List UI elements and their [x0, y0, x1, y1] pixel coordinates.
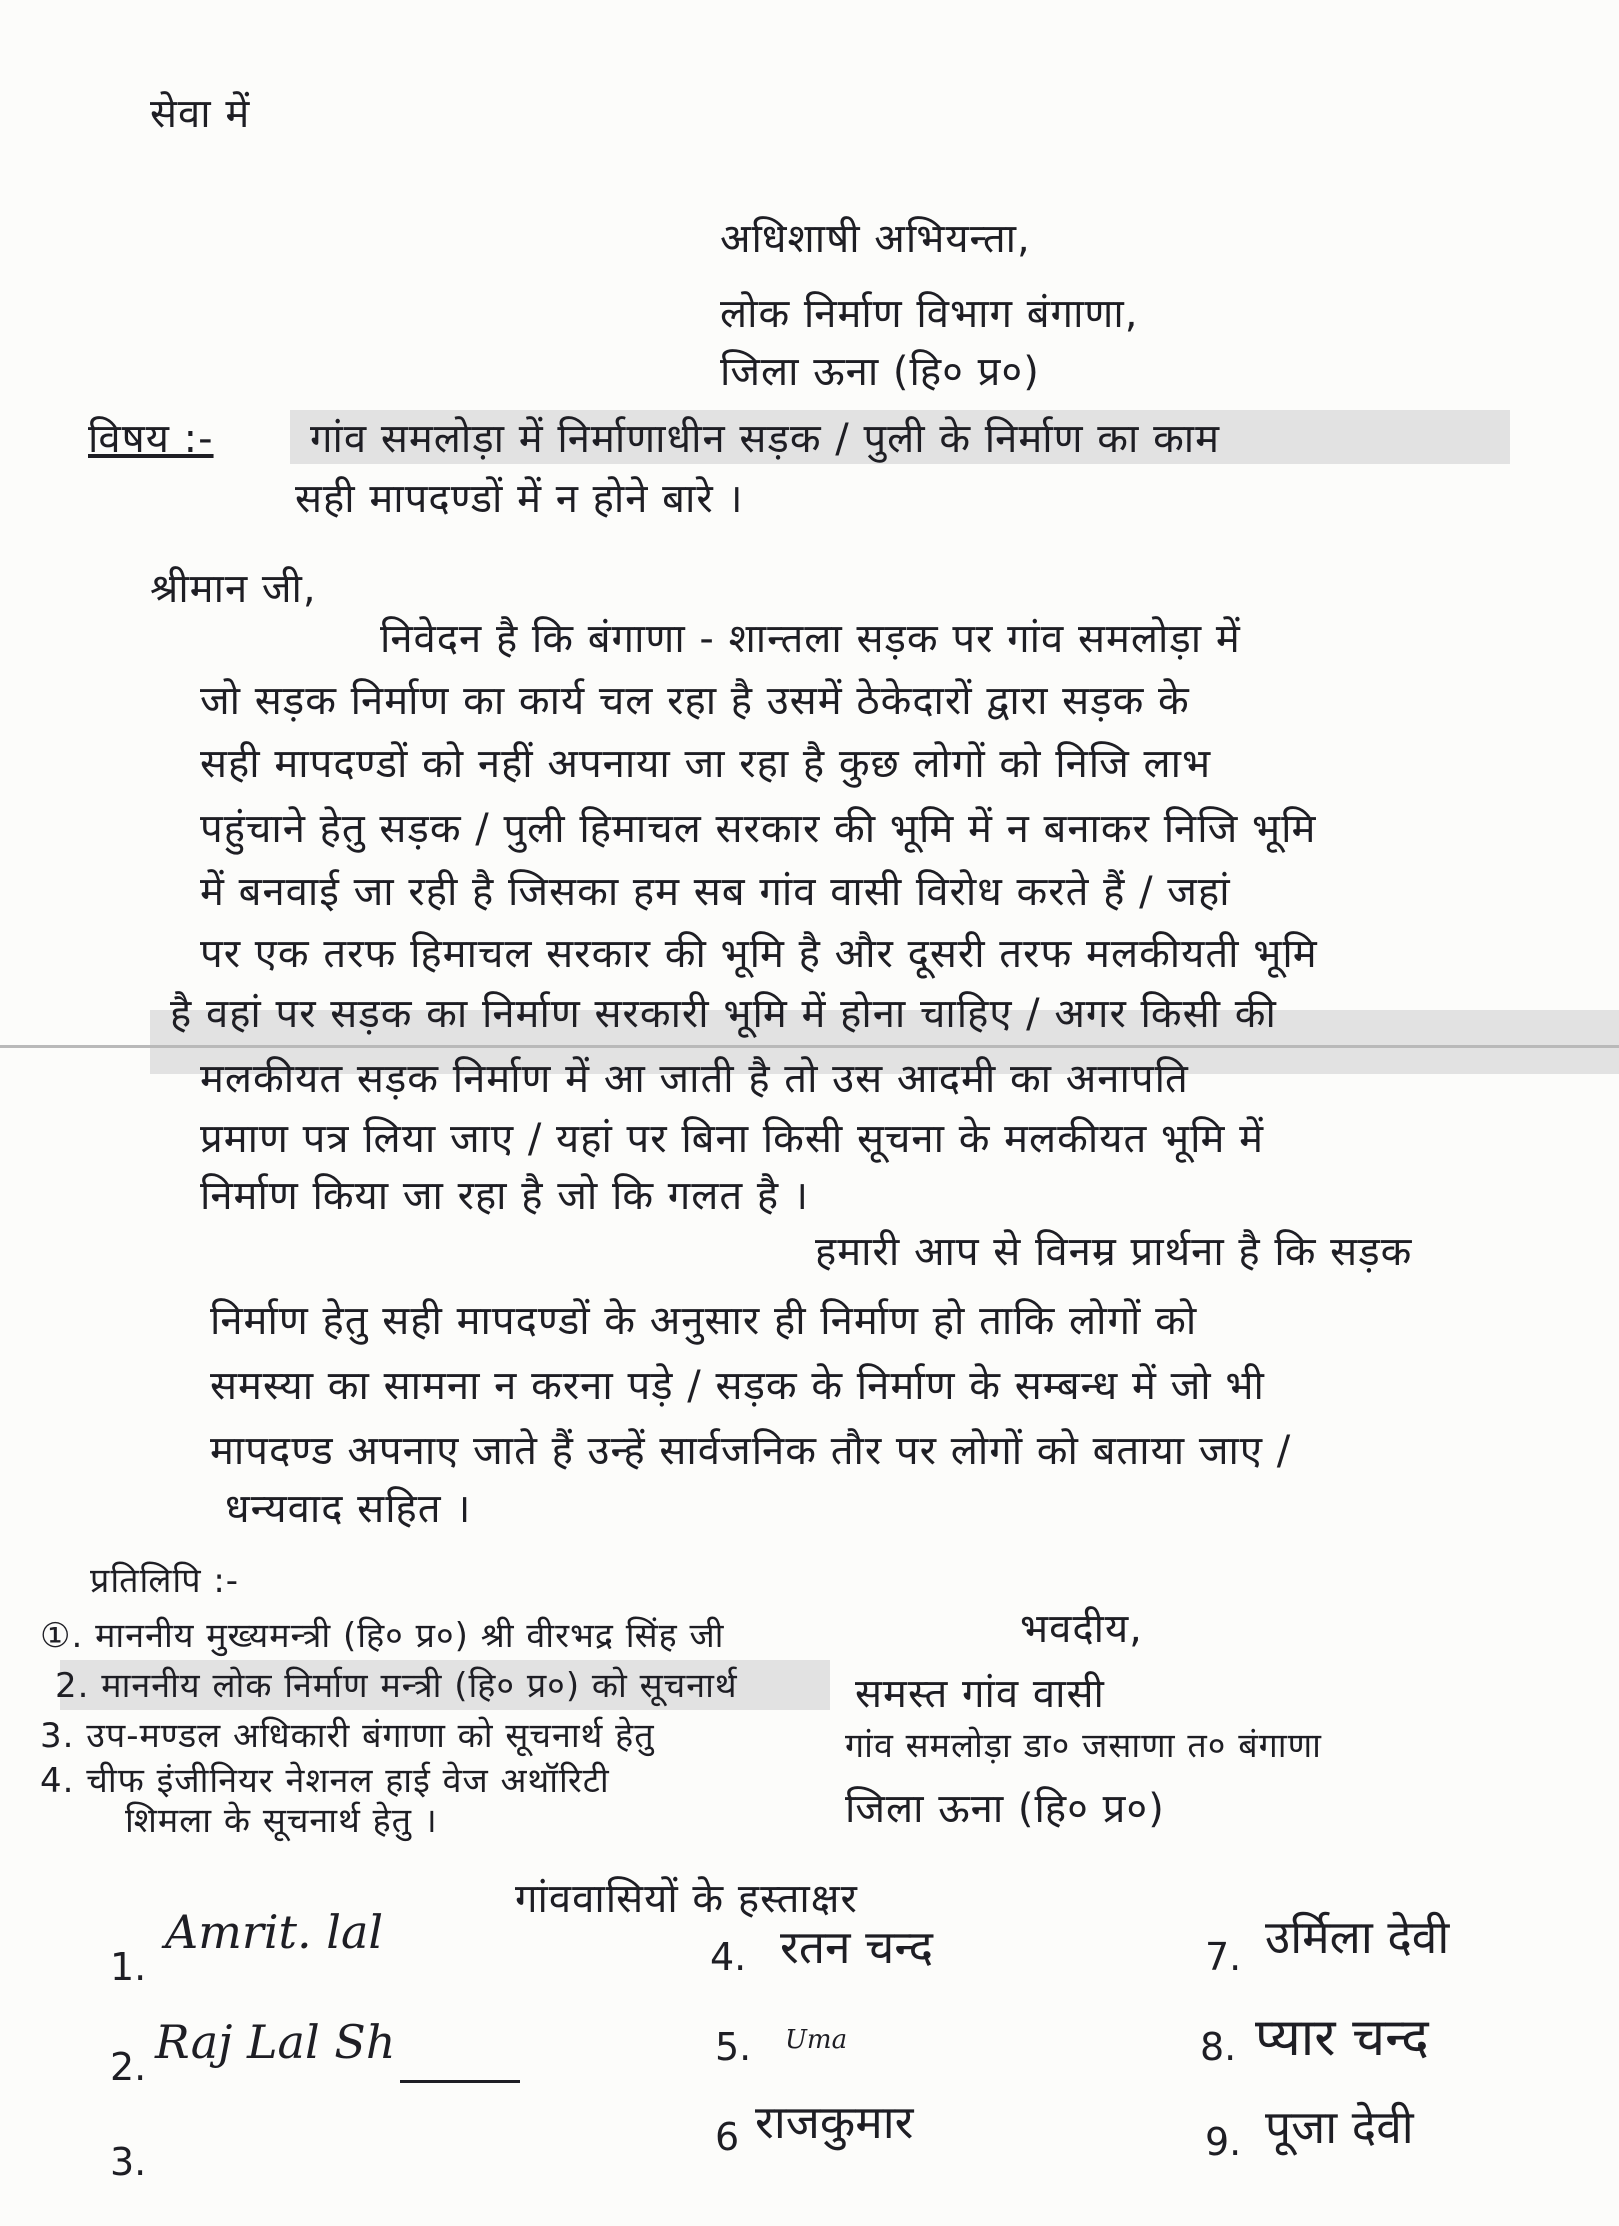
sender-line-1: समस्त गांव वासी — [855, 1671, 1105, 1717]
signature: उर्मिला देवी — [1265, 1910, 1450, 1964]
signature-number: 2. — [110, 2045, 147, 2089]
body-line-6: पर एक तरफ हिमाचल सरकार की भूमि है और दूसरी तरफ मलकीयती भूमि — [200, 931, 1318, 977]
signature: पूजा देवी — [1265, 2100, 1414, 2154]
sender-line-3: जिला ऊना (हि० प्र०) — [845, 1786, 1165, 1832]
greeting: श्रीमान जी, — [150, 566, 317, 612]
signatures-heading: गांववासियों के हस्ताक्षर — [515, 1876, 858, 1922]
signature: Uma — [785, 2025, 848, 2055]
body-line-5: में बनवाई जा रही है जिसका हम सब गांव वासी विरोध करते हैं / जहां — [200, 869, 1231, 915]
body-line-3: सही मापदण्डों को नहीं अपनाया जा रहा है कुछ लोगों को निजि लाभ — [200, 741, 1212, 787]
copy-item-1: ①. माननीय मुख्यमन्त्री (हि० प्र०) श्री वीरभद्र सिंह जी — [40, 1616, 725, 1656]
body-line-1: निवेदन है कि बंगाणा - शान्तला सड़क पर गांव समलोड़ा में — [380, 616, 1241, 662]
signature-number: 1. — [110, 1945, 147, 1989]
signature: राजकुमार — [755, 2095, 914, 2149]
signature-number: 8. — [1200, 2025, 1237, 2069]
signature-number: 6 — [715, 2115, 740, 2159]
subject-line-1: गांव समलोड़ा में निर्माणाधीन सड़क / पुली के निर्माण का काम — [310, 416, 1221, 462]
body-line-10: निर्माण किया जा रहा है जो कि गलत है । — [200, 1173, 810, 1219]
copy-item-2: 2. माननीय लोक निर्माण मन्त्री (हि० प्र०) को सूचनार्थ — [55, 1666, 738, 1706]
copy-item-4: 4. चीफ इंजीनियर नेशनल हाई वेज अथॉरिटी — [40, 1761, 610, 1801]
body-line-2: जो सड़क निर्माण का कार्य चल रहा है उसमें ठेकेदारों द्वारा सड़क के — [200, 678, 1190, 724]
body-line-14: मापदण्ड अपनाए जाते हैं उन्हें सार्वजनिक तौर पर लोगों को बताया जाए / — [210, 1428, 1292, 1474]
addressee-line-3: जिला ऊना (हि० प्र०) — [720, 349, 1040, 395]
sender-line-2: गांव समलोड़ा डा० जसाणा त० बंगाणा — [845, 1726, 1322, 1766]
body-line-9: प्रमाण पत्र लिया जाए / यहां पर बिना किसी सूचना के मलकीयत भूमि में — [200, 1116, 1265, 1162]
signature-number: 4. — [710, 1935, 747, 1979]
body-line-7: है वहां पर सड़क का निर्माण सरकारी भूमि में होना चाहिए / अगर किसी की — [170, 991, 1277, 1037]
copy-item-5: शिमला के सूचनार्थ हेतु । — [125, 1801, 438, 1841]
signature: Raj Lal Sh — [155, 2015, 396, 2069]
body-line-13: समस्या का सामना न करना पड़े / सड़क के निर्माण के सम्बन्ध में जो भी — [210, 1363, 1265, 1409]
salutation-to: सेवा में — [150, 91, 251, 137]
signature-number: 3. — [110, 2140, 147, 2184]
fold-line — [0, 1045, 1619, 1048]
body-line-11: हमारी आप से विनम्र प्रार्थना है कि सड़क — [815, 1229, 1413, 1275]
sender-yours: भवदीय, — [1020, 1606, 1143, 1652]
closing: धन्यवाद सहित । — [225, 1486, 472, 1532]
signature: रतन चन्द — [780, 1920, 934, 1974]
addressee-line-1: अधिशाषी अभियन्ता, — [720, 216, 1031, 262]
body-line-8: मलकीयत सड़क निर्माण में आ जाती है तो उस आदमी का अनापति — [200, 1056, 1189, 1102]
copies-label: प्रतिलिपि :- — [90, 1561, 240, 1601]
signature-underline — [400, 2080, 520, 2083]
subject-label: विषय :- — [88, 416, 214, 462]
signature-number: 5. — [715, 2025, 752, 2069]
signature-number: 9. — [1205, 2120, 1242, 2164]
signature: Amrit. lal — [165, 1905, 384, 1959]
body-line-12: निर्माण हेतु सही मापदण्डों के अनुसार ही निर्माण हो ताकि लोगों को — [210, 1298, 1198, 1344]
addressee-line-2: लोक निर्माण विभाग बंगाणा, — [720, 291, 1139, 337]
signature-number: 7. — [1205, 1935, 1242, 1979]
copy-item-3: 3. उप-मण्डल अधिकारी बंगाणा को सूचनार्थ हेतु — [40, 1716, 655, 1756]
subject-line-2: सही मापदण्डों में न होने बारे । — [295, 476, 744, 522]
body-line-4: पहुंचाने हेतु सड़क / पुली हिमाचल सरकार की भूमि में न बनाकर निजि भूमि — [200, 806, 1317, 852]
signature: प्यार चन्द — [1255, 2008, 1429, 2068]
